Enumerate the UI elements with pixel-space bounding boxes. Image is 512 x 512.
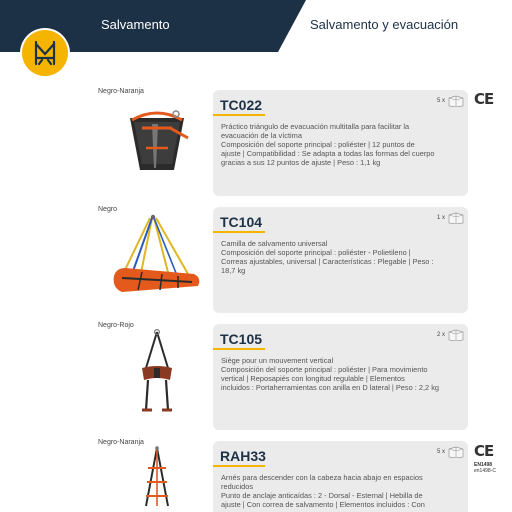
rescue-stretcher-image: [112, 212, 202, 300]
description-line: gracias a sus 12 puntos de ajuste | Peso : 1,1 kg: [221, 158, 381, 167]
quantity-value: 5 x: [436, 449, 445, 455]
product-description: [221, 239, 462, 275]
product-description: [221, 473, 462, 509]
color-label: Negro: [98, 206, 118, 213]
product-code: TC022: [220, 97, 263, 113]
description-line: Siège pour un mouvement vertical: [221, 356, 334, 365]
quantity-value: 1 x: [436, 215, 445, 221]
quantity: [437, 446, 464, 458]
color-label: Negro-Naranja: [98, 88, 144, 95]
product-code: TC105: [220, 331, 263, 347]
description-line: vertical | Reposapiés con longitud regulable | Elementos: [221, 374, 405, 383]
product-description: [221, 122, 462, 167]
norm-code: EN1498: [474, 462, 493, 468]
description-line: Composición del soporte principal : poliéster - Polietileno |: [221, 248, 411, 257]
quantity: [437, 212, 464, 224]
description-line: Correas ajustables, universal | Características : Plegable | Peso :: [221, 257, 434, 266]
code-underline: [213, 348, 265, 350]
description-line: ajuste | Con correa de salvamento | Elementos incluidos : Con: [221, 500, 425, 509]
ce-mark: CE: [474, 442, 494, 460]
descent-harness-image: [112, 446, 202, 512]
code-underline: [213, 465, 265, 467]
subsection-title: Salvamento y evacuación: [310, 17, 459, 32]
description-line: Composición del soporte principal : poliéster | Para movimiento: [221, 365, 428, 374]
description-line: Punto de anclaje anticaídas : 2 - Dorsal - Esternal | Hebilla de: [221, 491, 423, 500]
product-card: [213, 90, 468, 196]
quantity: [437, 329, 464, 341]
product-card: [213, 207, 468, 313]
color-label: Negro-Rojo: [98, 322, 134, 329]
description-line: ajuste | Compatibilidad : Se adapta a todas las formas del cuerpo: [221, 149, 435, 158]
product-code: TC104: [220, 214, 263, 230]
description-line: Práctico triángulo de evacuación multitalla para facilitar la: [221, 122, 410, 131]
box-icon: [448, 446, 464, 458]
ce-mark: CE: [474, 90, 494, 108]
norm-sub: en1498-C: [474, 468, 496, 474]
code-underline: [213, 114, 265, 116]
description-line: 18,7 kg: [221, 266, 246, 275]
product-description: [221, 356, 462, 392]
box-icon: [448, 95, 464, 107]
code-underline: [213, 231, 265, 233]
harness-logo-icon: [22, 30, 68, 76]
box-icon: [448, 212, 464, 224]
description-line: Camilla de salvamento universal: [221, 239, 328, 248]
quantity-value: 2 x: [436, 332, 445, 338]
description-line: Composición del soporte principal : poliéster | 12 puntos de: [221, 140, 415, 149]
product-card: [213, 324, 468, 430]
section-title: Salvamento: [101, 17, 170, 32]
quantity: [437, 95, 464, 107]
product-card: [213, 441, 468, 512]
product-code: RAH33: [220, 448, 266, 464]
vertical-seat-image: [112, 328, 202, 416]
color-label: Negro-Naranja: [98, 439, 144, 446]
description-line: Arnés para descender con la cabeza hacia abajo en espacios: [221, 473, 423, 482]
quantity-value: 5 x: [436, 98, 445, 104]
description-line: evacuación de la víctima: [221, 131, 302, 140]
page-header: [0, 0, 512, 52]
description-line: incluidos : Portaherramientas con anilla en D lateral | Peso : 2,2 kg: [221, 383, 440, 392]
evacuation-triangle-image: [112, 98, 202, 184]
norm-label: [474, 462, 496, 474]
box-icon: [448, 329, 464, 341]
description-line: reducidos: [221, 482, 254, 491]
